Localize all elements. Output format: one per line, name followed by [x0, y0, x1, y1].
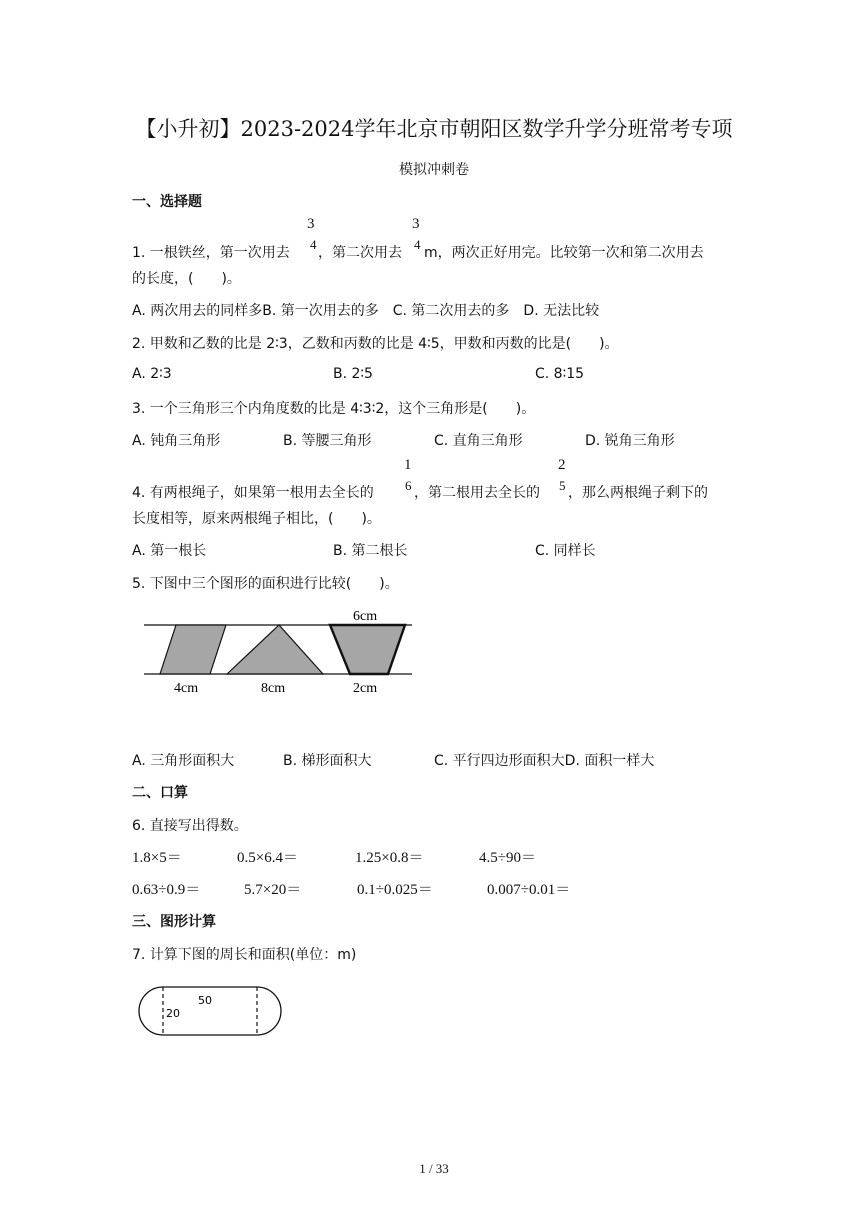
q6-calc-8: 0.007÷0.01＝ — [487, 882, 571, 898]
section-heading-mental-math: 二、口算 — [132, 785, 188, 801]
q5-label-c: 2cm — [353, 681, 378, 696]
q5-option-c: C. 平行四边形面积大D. 面积一样大 — [434, 753, 655, 769]
q3-option-c: C. 直角三角形 — [434, 433, 523, 449]
q6-calc-3: 1.25×0.8＝ — [355, 850, 424, 866]
q1-text-part2: ，第二次用去 — [318, 245, 402, 261]
q6-calc-7: 0.1÷0.025＝ — [357, 882, 433, 898]
q5-option-a: A. 三角形面积大 — [132, 753, 235, 769]
q5-option-b: B. 梯形面积大 — [283, 753, 372, 769]
q4-text-part1: 4. 有两根绳子，如果第一根用去全长的 — [132, 485, 374, 501]
page-number: 1 / 33 — [419, 1161, 449, 1176]
q6-calc-2: 0.5×6.4＝ — [237, 850, 298, 866]
section-heading-choice: 一、选择题 — [132, 194, 202, 210]
q1-fraction1-numerator: 3 — [307, 216, 315, 232]
q2-option-b: B. 2∶5 — [333, 366, 373, 382]
triangle-shape — [227, 625, 323, 674]
q5-text: 5. 下图中三个图形的面积进行比较( )。 — [132, 576, 399, 592]
page-title: 【小升初】2023-2024学年北京市朝阳区数学升学分班常考专项 — [135, 117, 733, 141]
q1-fraction1-denominator: 4 — [310, 237, 317, 252]
q4-fraction1-denominator: 6 — [405, 478, 412, 493]
q2-text: 2. 甲数和乙数的比是 2∶3，乙数和丙数的比是 4∶5，甲数和丙数的比是( )。 — [132, 336, 619, 352]
q1-text-line2: 的长度，( )。 — [132, 271, 241, 287]
q4-text-part3: ，那么两根绳子剩下的 — [568, 485, 708, 501]
q3-option-a: A. 钝角三角形 — [132, 433, 221, 449]
q1-text-part1: 1. 一根铁丝，第一次用去 — [132, 245, 290, 261]
q4-option-a: A. 第一根长 — [132, 543, 207, 559]
q7-track-figure — [134, 982, 290, 1042]
q7-label-width: 20 — [166, 1007, 180, 1020]
q6-calc-5: 0.63÷0.9＝ — [132, 882, 201, 898]
q4-text-line2: 长度相等，原来两根绳子相比，( )。 — [132, 511, 381, 527]
q1-fraction2-denominator: 4 — [414, 237, 421, 252]
q7-label-length: 50 — [198, 994, 212, 1007]
q4-fraction2-numerator: 2 — [558, 457, 566, 473]
q2-option-c: C. 8∶15 — [535, 366, 585, 382]
q2-option-a: A. 2∶3 — [132, 366, 172, 382]
q5-shapes-figure — [140, 604, 420, 700]
q3-text: 3. 一个三角形三个内角度数的比是 4∶3∶2，这个三角形是( )。 — [132, 401, 536, 417]
q1-text-part3: m，两次正好用完。比较第一次和第二次用去 — [424, 245, 704, 261]
q4-option-b: B. 第二根长 — [333, 543, 408, 559]
trapezoid-shape — [330, 625, 405, 674]
q6-calc-1: 1.8×5＝ — [132, 850, 182, 866]
q1-fraction2-numerator: 3 — [412, 216, 420, 232]
page-subtitle: 模拟冲刺卷 — [399, 162, 469, 178]
q3-option-b: B. 等腰三角形 — [283, 433, 372, 449]
q7-text: 7. 计算下图的周长和面积(单位：m) — [132, 947, 357, 963]
q6-calc-6: 5.7×20＝ — [244, 882, 302, 898]
q6-text: 6. 直接写出得数。 — [132, 818, 248, 834]
q4-text-part2: ，第二根用去全长的 — [414, 485, 540, 501]
q5-label-b: 8cm — [261, 681, 286, 696]
q4-fraction2-denominator: 5 — [559, 478, 566, 493]
q1-options: A. 两次用去的同样多B. 第一次用去的多 C. 第二次用去的多 D. 无法比较 — [132, 303, 600, 319]
q5-label-top: 6cm — [353, 609, 378, 624]
section-heading-geometry: 三、图形计算 — [132, 914, 216, 930]
q5-label-a: 4cm — [174, 681, 199, 696]
q4-fraction1-numerator: 1 — [404, 457, 412, 473]
q3-option-d: D. 锐角三角形 — [585, 433, 675, 449]
parallelogram-shape — [160, 625, 226, 674]
q6-calc-4: 4.5÷90＝ — [479, 850, 536, 866]
q4-option-c: C. 同样长 — [535, 543, 596, 559]
